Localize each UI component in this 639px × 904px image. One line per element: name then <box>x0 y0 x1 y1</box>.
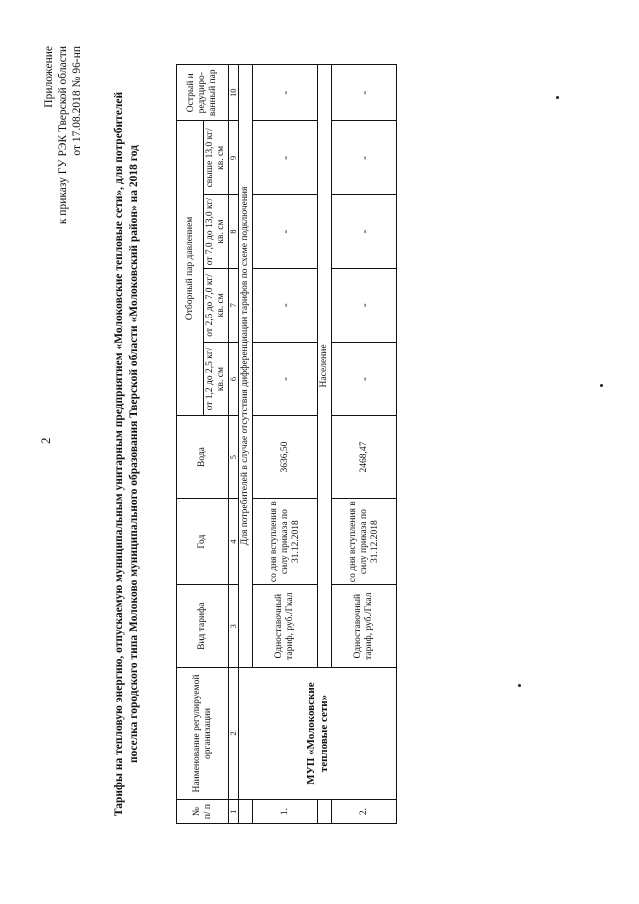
header-steam-3: от 7,0 до 13,0 кг/кв. см <box>204 195 229 269</box>
title-line-1: Тарифы на тепловую энергию, отпускаемую муниципальным унитарным предприятием «Молоковские тепловые сети», для потребителей <box>113 91 125 817</box>
cell-sharp-steam: - <box>253 65 318 121</box>
cell-steam-2: - <box>332 268 397 342</box>
col-number: 6 <box>229 342 239 416</box>
row-number: 2. <box>332 800 397 824</box>
cell-steam-3: - <box>332 195 397 269</box>
section-population-label: Население <box>318 65 332 668</box>
header-org: Наименование регулируемой организации <box>177 667 229 799</box>
section-row-consumers <box>239 65 253 824</box>
header-tariff-type: Вид тарифа <box>177 585 229 667</box>
cell-tariff-type: Одноставочный тариф, руб./Гкал <box>253 585 318 667</box>
cell-water: 2468,47 <box>332 416 397 498</box>
cell-steam-4: - <box>332 121 397 195</box>
header-no: № п/ п <box>177 800 229 824</box>
cell-steam-1: - <box>332 342 397 416</box>
scan-speck <box>556 96 559 99</box>
section-consumers-label: Для потребителей в случае отсутствия дифференциации тарифов по схеме подключения <box>239 65 253 668</box>
col-number: 9 <box>229 121 239 195</box>
row-number: 1. <box>253 800 318 824</box>
header-water: Вода <box>177 416 229 498</box>
appendix-block <box>42 46 84 224</box>
cell-year: со дня вступления в силу приказа по 31.12.2018 <box>253 498 318 585</box>
col-number: 1 <box>229 800 239 824</box>
column-number-row <box>229 65 239 824</box>
appendix-line-3: от 17.08.2018 № 96-нп <box>71 46 83 156</box>
appendix-line-2: к приказу ГУ РЭК Тверской области <box>57 46 69 225</box>
table-header-row <box>177 65 204 824</box>
header-steam-2: от 2,5 до 7,0 кг/кв. см <box>204 268 229 342</box>
col-number: 4 <box>229 498 239 585</box>
header-steam-4: свыше 13,0 кг/кв. см <box>204 121 229 195</box>
cell-steam-2: - <box>253 268 318 342</box>
page-number: 2 <box>38 437 53 444</box>
cell-year: со дня вступления в силу приказа по 31.12.2018 <box>332 498 397 585</box>
scan-speck <box>518 684 521 687</box>
header-steam-1: от 1,2 до 2,5 кг/кв. см <box>204 342 229 416</box>
col-number: 8 <box>229 195 239 269</box>
cell-steam-1: - <box>253 342 318 416</box>
document-title <box>112 64 142 844</box>
cell-water: 3636,50 <box>253 416 318 498</box>
col-number: 10 <box>229 65 239 121</box>
cell-steam-4: - <box>253 121 318 195</box>
col-number: 5 <box>229 416 239 498</box>
organization-name: МУП «Молоковские тепловые сети» <box>239 667 397 799</box>
cell-steam-3: - <box>253 195 318 269</box>
col-number: 7 <box>229 268 239 342</box>
header-sharp-steam: Острый и редуциро-ванный пар <box>177 65 229 121</box>
title-line-2: поселка городского типа Молоково муниципального образования Тверской области «Молоковский район» на 2018 год <box>128 145 140 763</box>
cell-tariff-type: Одноставочный тариф, руб./Гкал <box>332 585 397 667</box>
col-number: 3 <box>229 585 239 667</box>
tariff-table <box>176 64 397 824</box>
cell-sharp-steam: - <box>332 65 397 121</box>
header-year: Год <box>177 498 229 585</box>
appendix-line-1: Приложение <box>43 46 55 108</box>
header-steam-group: Отборный пар давлением <box>177 121 204 416</box>
scan-speck <box>600 384 603 387</box>
col-number: 2 <box>229 667 239 799</box>
